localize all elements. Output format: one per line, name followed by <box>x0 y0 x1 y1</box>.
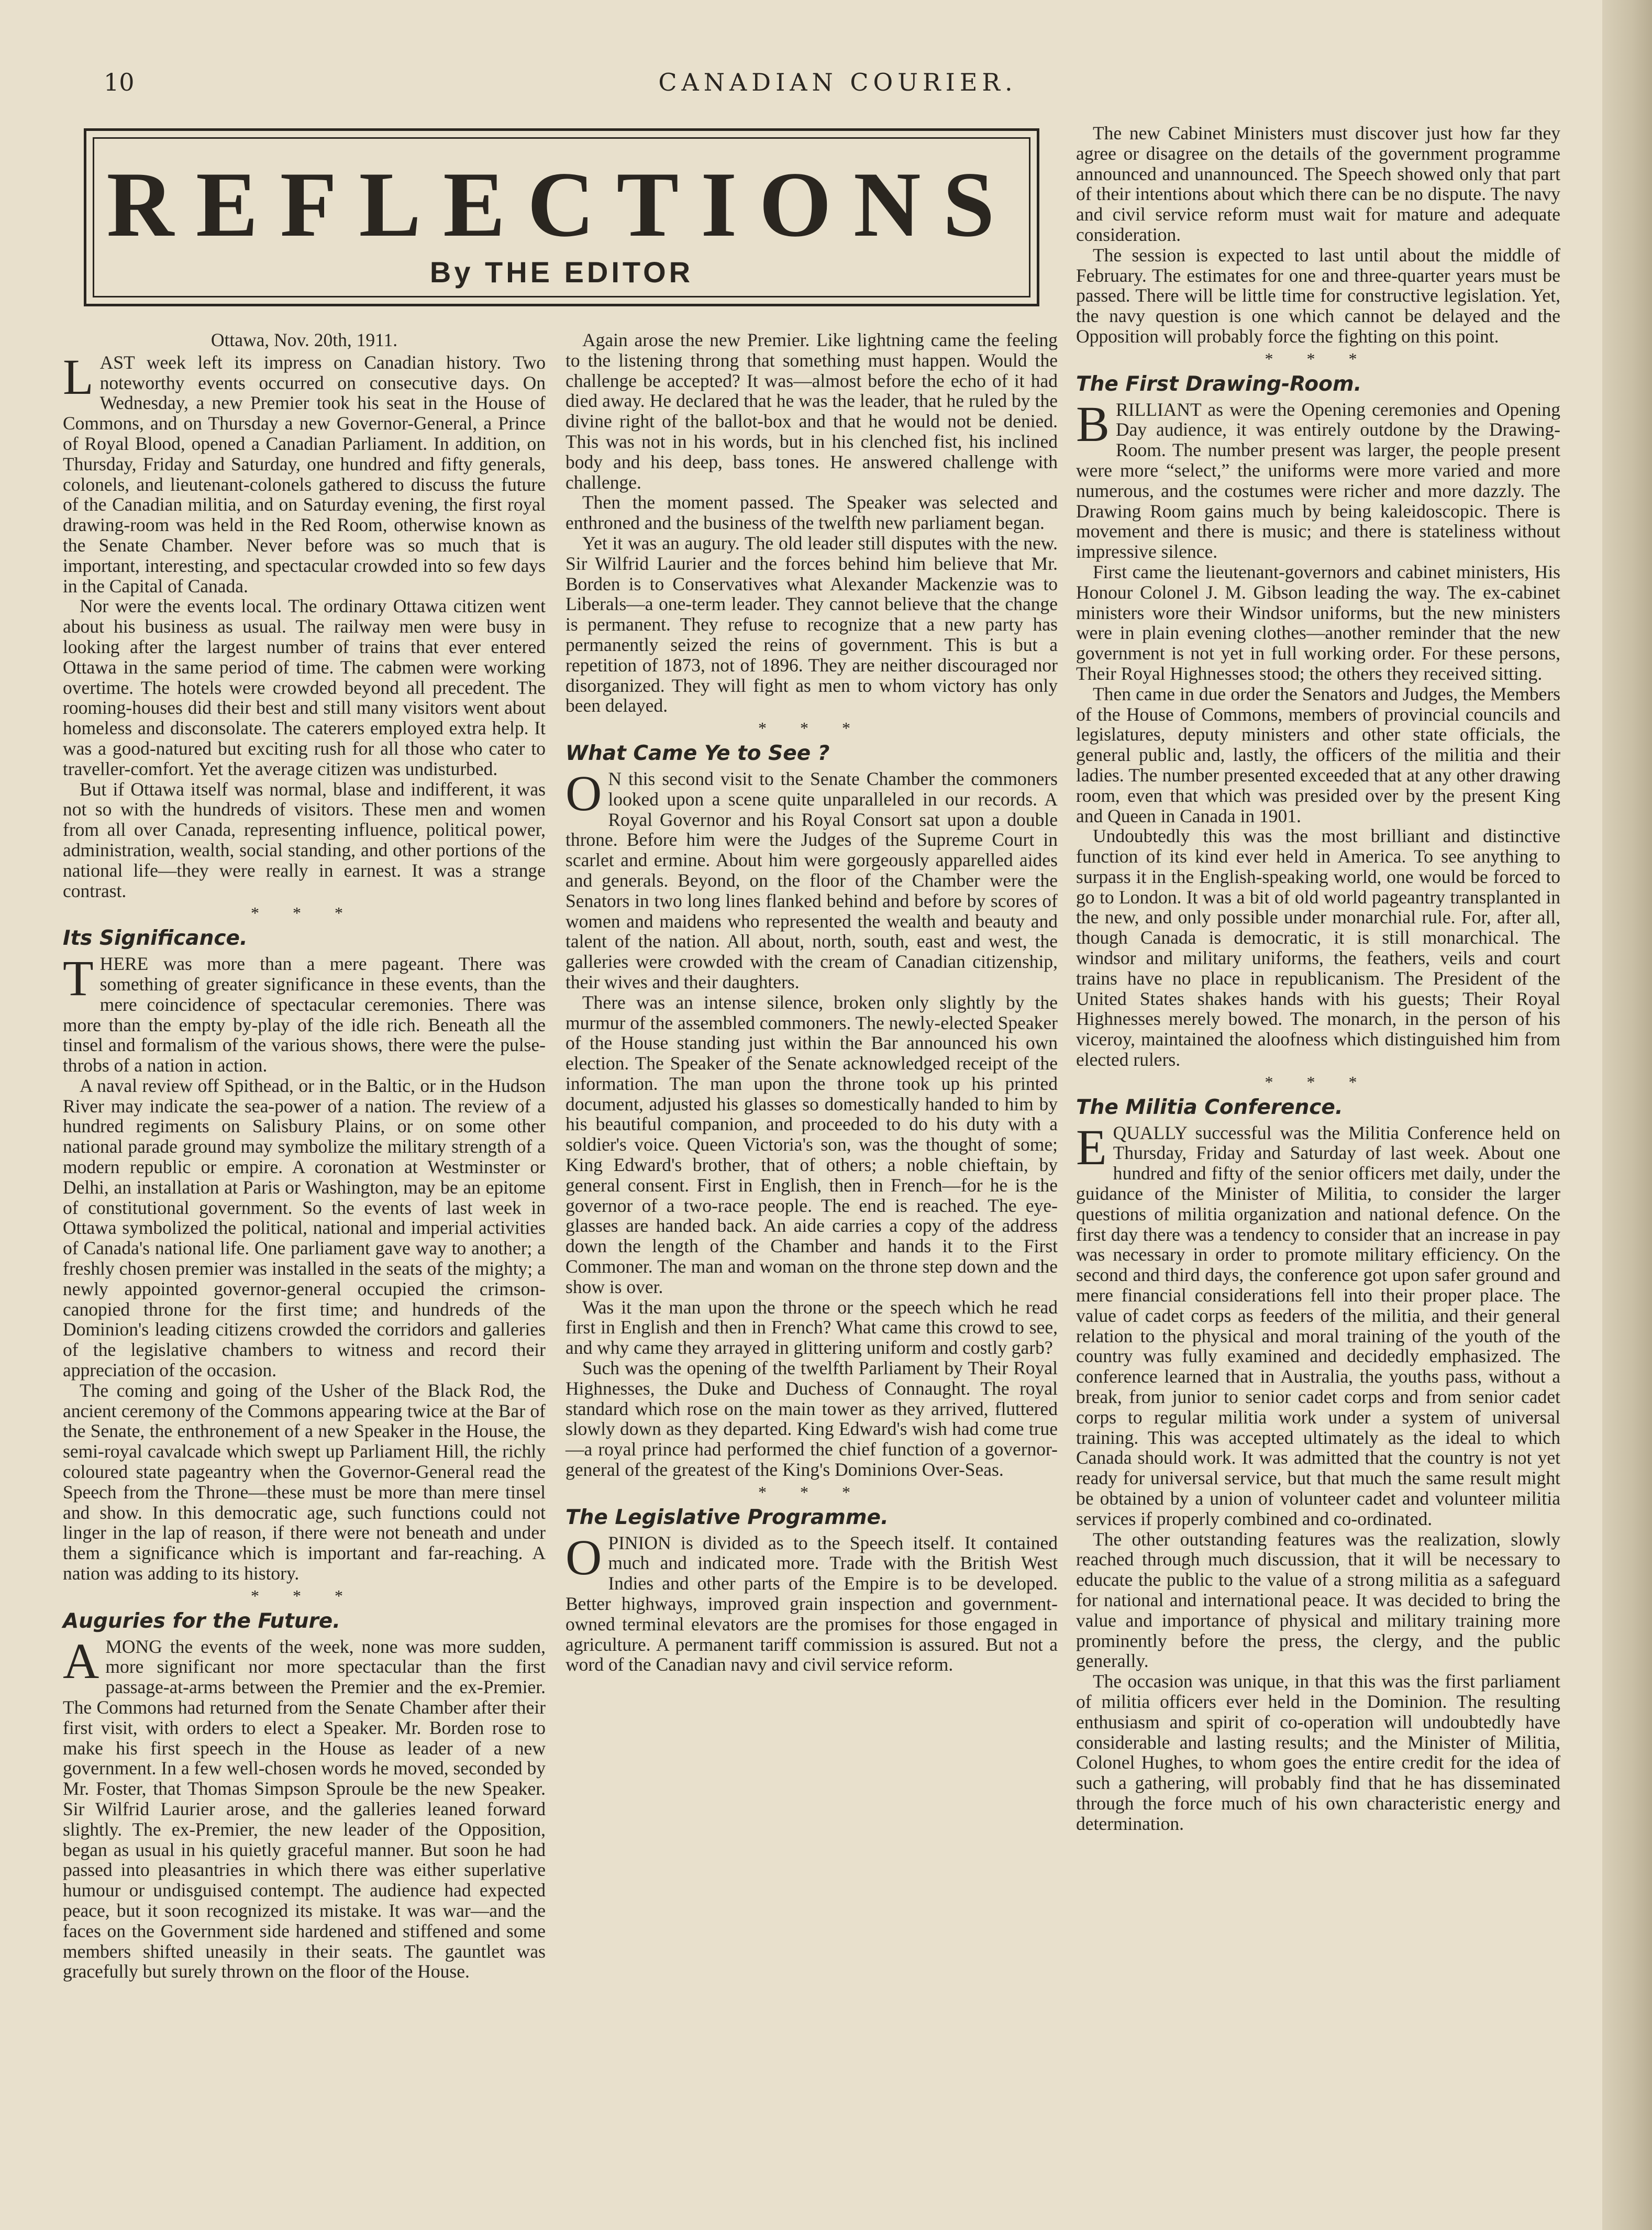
dropcap: E <box>1076 1119 1107 1175</box>
column-3 <box>1076 123 1560 1834</box>
intro-paragraph-3: But if Ottawa itself was normal, blase and indifferent, it was not so with the hundreds of visitors. These men and women from all over Canada, representing influence, political power, administration, wealth, social standing, and other portions of the national life—they were really in earnest. It was a strange contrast. <box>63 778 546 901</box>
dropcap: T <box>63 950 94 1007</box>
what-came-paragraph-2: There was an intense silence, broken only slightly by the murmur of the assembled commoners. The newly-elected Speaker of the House standing just within the Bar announced his own election. The Speaker of the Senate acknowledged receipt of the information. The man upon the throne took up his printed document, adjusted his glasses so domestically handed to him by his beautiful companion, and proceeded to do his duty with a soldier's voice. Queen Victoria's son, was the thought of some; King Edward's brother, that of others; a noble chieftain, by general consent. First in English, then in French—for he is the governor of a two-race people. The end is reached. The eye-glasses are handed back. An aide carries a copy of the address down the length of the Chamber and hands it to the First Commoner. The man and woman on the throne step down and the show is over. <box>566 991 1058 1297</box>
section-heading: The First Drawing-Room. <box>1076 372 1362 396</box>
dateline: Ottawa, Nov. 20th, 1911. <box>210 329 398 350</box>
section-divider: * * * <box>758 719 865 738</box>
dropcap: O <box>566 1529 602 1585</box>
section-heading: The Militia Conference. <box>1076 1095 1343 1119</box>
running-head: CANADIAN COURIER. <box>658 68 1017 96</box>
auguries-paragraph-3: Then the moment passed. The Speaker was selected and enthroned and the business of the twelfth new parliament began. <box>566 492 1058 534</box>
page-title: REFLECTIONS <box>106 152 1017 256</box>
dropcap: L <box>63 348 94 405</box>
intro-paragraph-1: LAST week left its impress on Canadian history. Two noteworthy events occurred on consecutive days. On Wednesday, a new Premier took his seat in the House of Commons, and on Thursday a new Governor-General, a Prince of Royal Blood, opened a Canadian Parliament. In addition, on Thursday, Friday and Saturday, one hundred and fifty generals, colonels, and lieutenant-colonels gathered to discuss the future of the Canadian militia, and on Saturday evening, the first royal drawing-room was held in the Red Room, otherwise known as the Senate Chamber. Never before was so much that is important, interesting, and spectacular crowded into so few days in the Capital of Canada. <box>63 348 546 597</box>
byline: By THE EDITOR <box>429 256 694 289</box>
section-heading: Auguries for the Future. <box>63 1609 341 1633</box>
what-came-paragraph-1: O N this second visit to the Senate Chamber the commoners looked upon a scene quite unparalleled in our records. A Royal Governor and his Royal Consort sat upon a double throne. Before him were the Judges of the Supreme Court in scarlet and ermine. About him were gorgeously apparelled aides and generals. Beyond, on the floor of the Chamber were the Senators in two long lines flanked behind and before by scores of women and maidens who represented the wealth and beauty and talent of the nation. All about, north, south, east and west, the galleries were crowded with the cream of Canadian citizenship, their wives and their daughters. <box>566 765 1058 992</box>
drawing-room-paragraph-1: BRILLIANT as were the Opening ceremonies and Opening Day audience, it was entirely outdone by the Drawing-Room. The number present was larger, the people present were more “select,” the uniforms were more varied and more numerous, and the costumes were richer and more dazzly. The Drawing Room gains much by being kaleidoscopic. There is movement and there is music; and there is stateliness without impressive silence. <box>1076 395 1560 562</box>
section-divider: * * * <box>251 1586 358 1605</box>
section-heading: What Came Ye to See ? <box>566 741 830 765</box>
significance-paragraph-2: A naval review off Spithead, or in the Baltic, or in the Hudson River may indicate the sea-power of a nation. The review of a hundred regiments on Salisbury Plains, or on some other national parade ground may symbolize the military strength of a modern republic or empire. A coronation at Westminster or Delhi, an installation at Paris or Washington, may be an epitome of constitutional government. So the events of last week in Ottawa symbolized the political, national and imperial activities of Canada's national life. One parliament gave way to another; a freshly chosen premier was installed in the seats of the mighty; a newly appointed governor-general occupied the crimson-canopied throne for the first time; and hundreds of the Dominion's leading citizens crowded the corridors and galleries of the legislative chambers to witness and record their appreciation of the occasion. <box>63 1075 546 1381</box>
what-came-paragraph-4: Such was the opening of the twelfth Parliament by Their Royal Highnesses, the Duke and Duchess of Connaught. The royal standard which rose on the main tower as they arrived, fluttered slowly down as they departed. King Edward's wish had come true—a royal prince had performed the chief function of a governor-general of the greatest of the King's Dominions Over-Seas. <box>566 1357 1058 1481</box>
column-2 <box>566 330 1058 1675</box>
dropcap: O <box>566 765 602 821</box>
section-divider: * * * <box>251 903 358 923</box>
section-heading: Its Significance. <box>63 926 248 951</box>
drawing-room-paragraph-4: Undoubtedly this was the most brilliant and distinctive function of its kind ever held in America. To see anything to surpass it in the English-speaking world, one would be forced to go to London. It was a bit of old world pageantry transplanted in the new, and only possible under monarchial rule. For, after all, though Canada is democratic, it is still monarchical. The windsor and military uniforms, the feathers, veils and court trains have no place in republicanism. The President of the United States shakes hands with his guests; Their Royal Highnesses merely bowed. The monarch, in the person of his viceroy, maintained the aloofness which distinguished him from elected rulers. <box>1076 825 1560 1070</box>
legislative-paragraph-1: OPINION is divided as to the Speech itself. It contained much and indicated more. Trade with the British West Indies and other parts of the Empire is to be developed. Better highways, improved grain inspection and government-owned terminal elevators are the promises for those engaged in agriculture. A permanent tariff commission is assured. But not a word of the Canadian navy and civil service reform. <box>566 1529 1058 1675</box>
dropcap: B <box>1076 395 1110 452</box>
dropcap: A <box>63 1632 99 1689</box>
page-header <box>0 68 1602 110</box>
legislative-paragraph-2: The new Cabinet Ministers must discover just how far they agree or disagree on the details of the government programme announced and unannounced. The Speech showed only that part of their intentions about which there can be no dispute. The navy and civil service reform must wait for mature and adequate consideration. <box>1076 123 1560 245</box>
section-divider: * * * <box>758 1482 865 1502</box>
page-number: 10 <box>104 68 135 96</box>
section-divider: * * * <box>1265 349 1372 368</box>
column-1 <box>63 330 546 1982</box>
intro-paragraph-2: Nor were the events local. The ordinary Ottawa citizen went about his business as usual. The railway men were busy in looking after the largest number of trains that ever entered Ottawa in the same period of time. The cabmen were working overtime. The hotels were crowded beyond all precedent. The rooming-houses did their best and still many visitors went about homeless and disconsolate. The caterers employed extra help. It was a good-natured but exciting rush for all those who cater to traveller-comfort. Yet the average citizen was undisturbed. <box>63 595 546 779</box>
drawing-room-paragraph-3: Then came in due order the Senators and Judges, the Members of the House of Commons, members of provincial councils and legislatures, deputy ministers and other state officials, the general public and, lastly, the officers of the militia and their ladies. The number presented exceeded that at any other drawing room, even that which was presided over by the present King and Queen in Canada in 1901. <box>1076 683 1560 826</box>
section-heading: The Legislative Programme. <box>566 1505 889 1529</box>
auguries-paragraph-2: Again arose the new Premier. Like lightning came the feeling to the listening throng that something must happen. Would the challenge be accepted? It was—almost before the echo of it had died away. He declared that he was the leader, that he ruled by the divine right of the ballot-box and that he would not be denied. This was not in his words, but in his clenched fist, his inclined body and his deep, bass tones. He answered challenge with challenge. <box>566 329 1058 493</box>
auguries-paragraph-4: Yet it was an augury. The old leader still disputes with the new. Sir Wilfrid Laurier and the forces behind him believe that Mr. Borden is to Conservatives what Alexander Mackenzie was to Liberals—a one-term leader. They cannot believe that the change is permanent. They refuse to recognize that a new party has permanently seized the reins of government. This is but a repetition of 1873, not of 1896. They are neither discouraged nor disorganized. They will fight as men to whom victory has only been delayed. <box>566 532 1058 716</box>
legislative-paragraph-3: The session is expected to last until about the middle of February. The estimates for one and three-quarter years must be passed. There will be little time for constructive legislation. Yet, the navy question is one which cannot be delayed and the Opposition will probably force the fighting on this point. <box>1076 244 1560 347</box>
title-box <box>84 128 1039 306</box>
significance-paragraph-3: The coming and going of the Usher of the Black Rod, the ancient ceremony of the Commons appearing twice at the Bar of the Senate, the enthronement of a new Speaker in the House, the semi-royal cavalcade which swept up Parliament Hill, the richly coloured state pageantry when the Governor-General read the Speech from the Throne—these must be more than mere tinsel and show. In this democratic age, such functions could not linger in the lap of reason, if there were not beneath and under them a significance which is important and far-reaching. A nation was adding to its history. <box>63 1379 546 1584</box>
page-edge-shadow <box>1602 0 1652 2230</box>
drawing-room-paragraph-2: First came the lieutenant-governors and cabinet ministers, His Honour Colonel J. M. Gibson leading the way. The ex-cabinet ministers wore their Windsor uniforms, but the new ministers were in plain evening clothes—another reminder that the new government is not yet in full working order. For these persons, Their Royal Highnesses stood; the others they received sitting. <box>1076 561 1560 684</box>
title-inner-frame <box>93 137 1030 297</box>
what-came-paragraph-3: Was it the man upon the throne or the speech which he read first in English and then in French? What came this crowd to see, and why came they arrayed in glittering uniform and costly garb? <box>566 1296 1058 1359</box>
militia-paragraph-1: EQUALLY successful was the Militia Conference held on Thursday, Friday and Saturday of last week. About one hundred and fifty of the senior officers met daily, under the guidance of the Minister of Militia, to consider the larger questions of militia organization and national defence. On the first day there was a tendency to consider that an increase in pay was necessary in order to promote military efficiency. On the second and third days, the conference got upon safer ground and mere financial considerations fell into their proper place. The value of cadet corps as feeders of the militia, and their general relation to the physical and moral training of the youth of the country was fully examined and decidedly emphasized. The conference learned that in Australia, the youths pass, without a break, from junior to senior cadet corps and from senior cadet corps to regular militia work under a system of universal training. This was accepted ultimately as the ideal to which Canada should work. It was admitted that the country is not yet ready for universal service, but that much the same result might be obtained by a union of volunteer cadet and volunteer militia services if properly combined and co-ordinated. <box>1076 1119 1560 1529</box>
section-divider: * * * <box>1265 1072 1372 1091</box>
militia-paragraph-3: The occasion was unique, in that this was the first parliament of militia officers ever held in the Dominion. The resulting enthusiasm and spirit of co-operation will undoubtedly have considerable and lasting results; and the Minister of Militia, Colonel Hughes, to whom goes the entire credit for the idea of such a gathering, will probably find that he has disseminated through the force much of his own characteristic energy and determination. <box>1076 1671 1560 1834</box>
significance-paragraph-1: THERE was more than a mere pageant. There was something of greater significance in these events, than the mere coincidence of spectacular ceremonies. There was more than the empty by-play of the idle rich. Beneath all the tinsel and formalism of the various shows, there were the pulse-throbs of a nation in action. <box>63 950 546 1076</box>
auguries-paragraph-1: AMONG the events of the week, none was more sudden, more significant nor more spectacular than the first passage-at-arms between the Premier and the ex-Premier. The Commons had returned from the Senate Chamber after their first visit, with orders to elect a Speaker. Mr. Borden rose to make his first speech in the House as leader of a new government. In a few well-chosen words he moved, seconded by Mr. Foster, that Thomas Simpson Sproule be the new Speaker. Sir Wilfrid Laurier arose, and the galleries leaned forward slightly. The ex-Premier, the new leader of the Opposition, began as usual in his quietly graceful manner. But soon he had passed into pleasantries in which there was either superlative humour or undisguised contempt. The audience had expected peace, but it soon recognized its mistake. It was war—and the faces on the Government side hardened and stiffened and some members shifted uneasily in their seats. The gauntlet was gracefully but surely thrown on the floor of the House. <box>63 1632 546 1982</box>
militia-paragraph-2: The other outstanding features was the realization, slowly reached through much discussion, that it will be necessary to educate the public to the value of a strong militia as a safeguard for national and international peace. It was decided to bring the value and importance of physical and military training more prominently before the press, the clergy, and the public generally. <box>1076 1528 1560 1672</box>
